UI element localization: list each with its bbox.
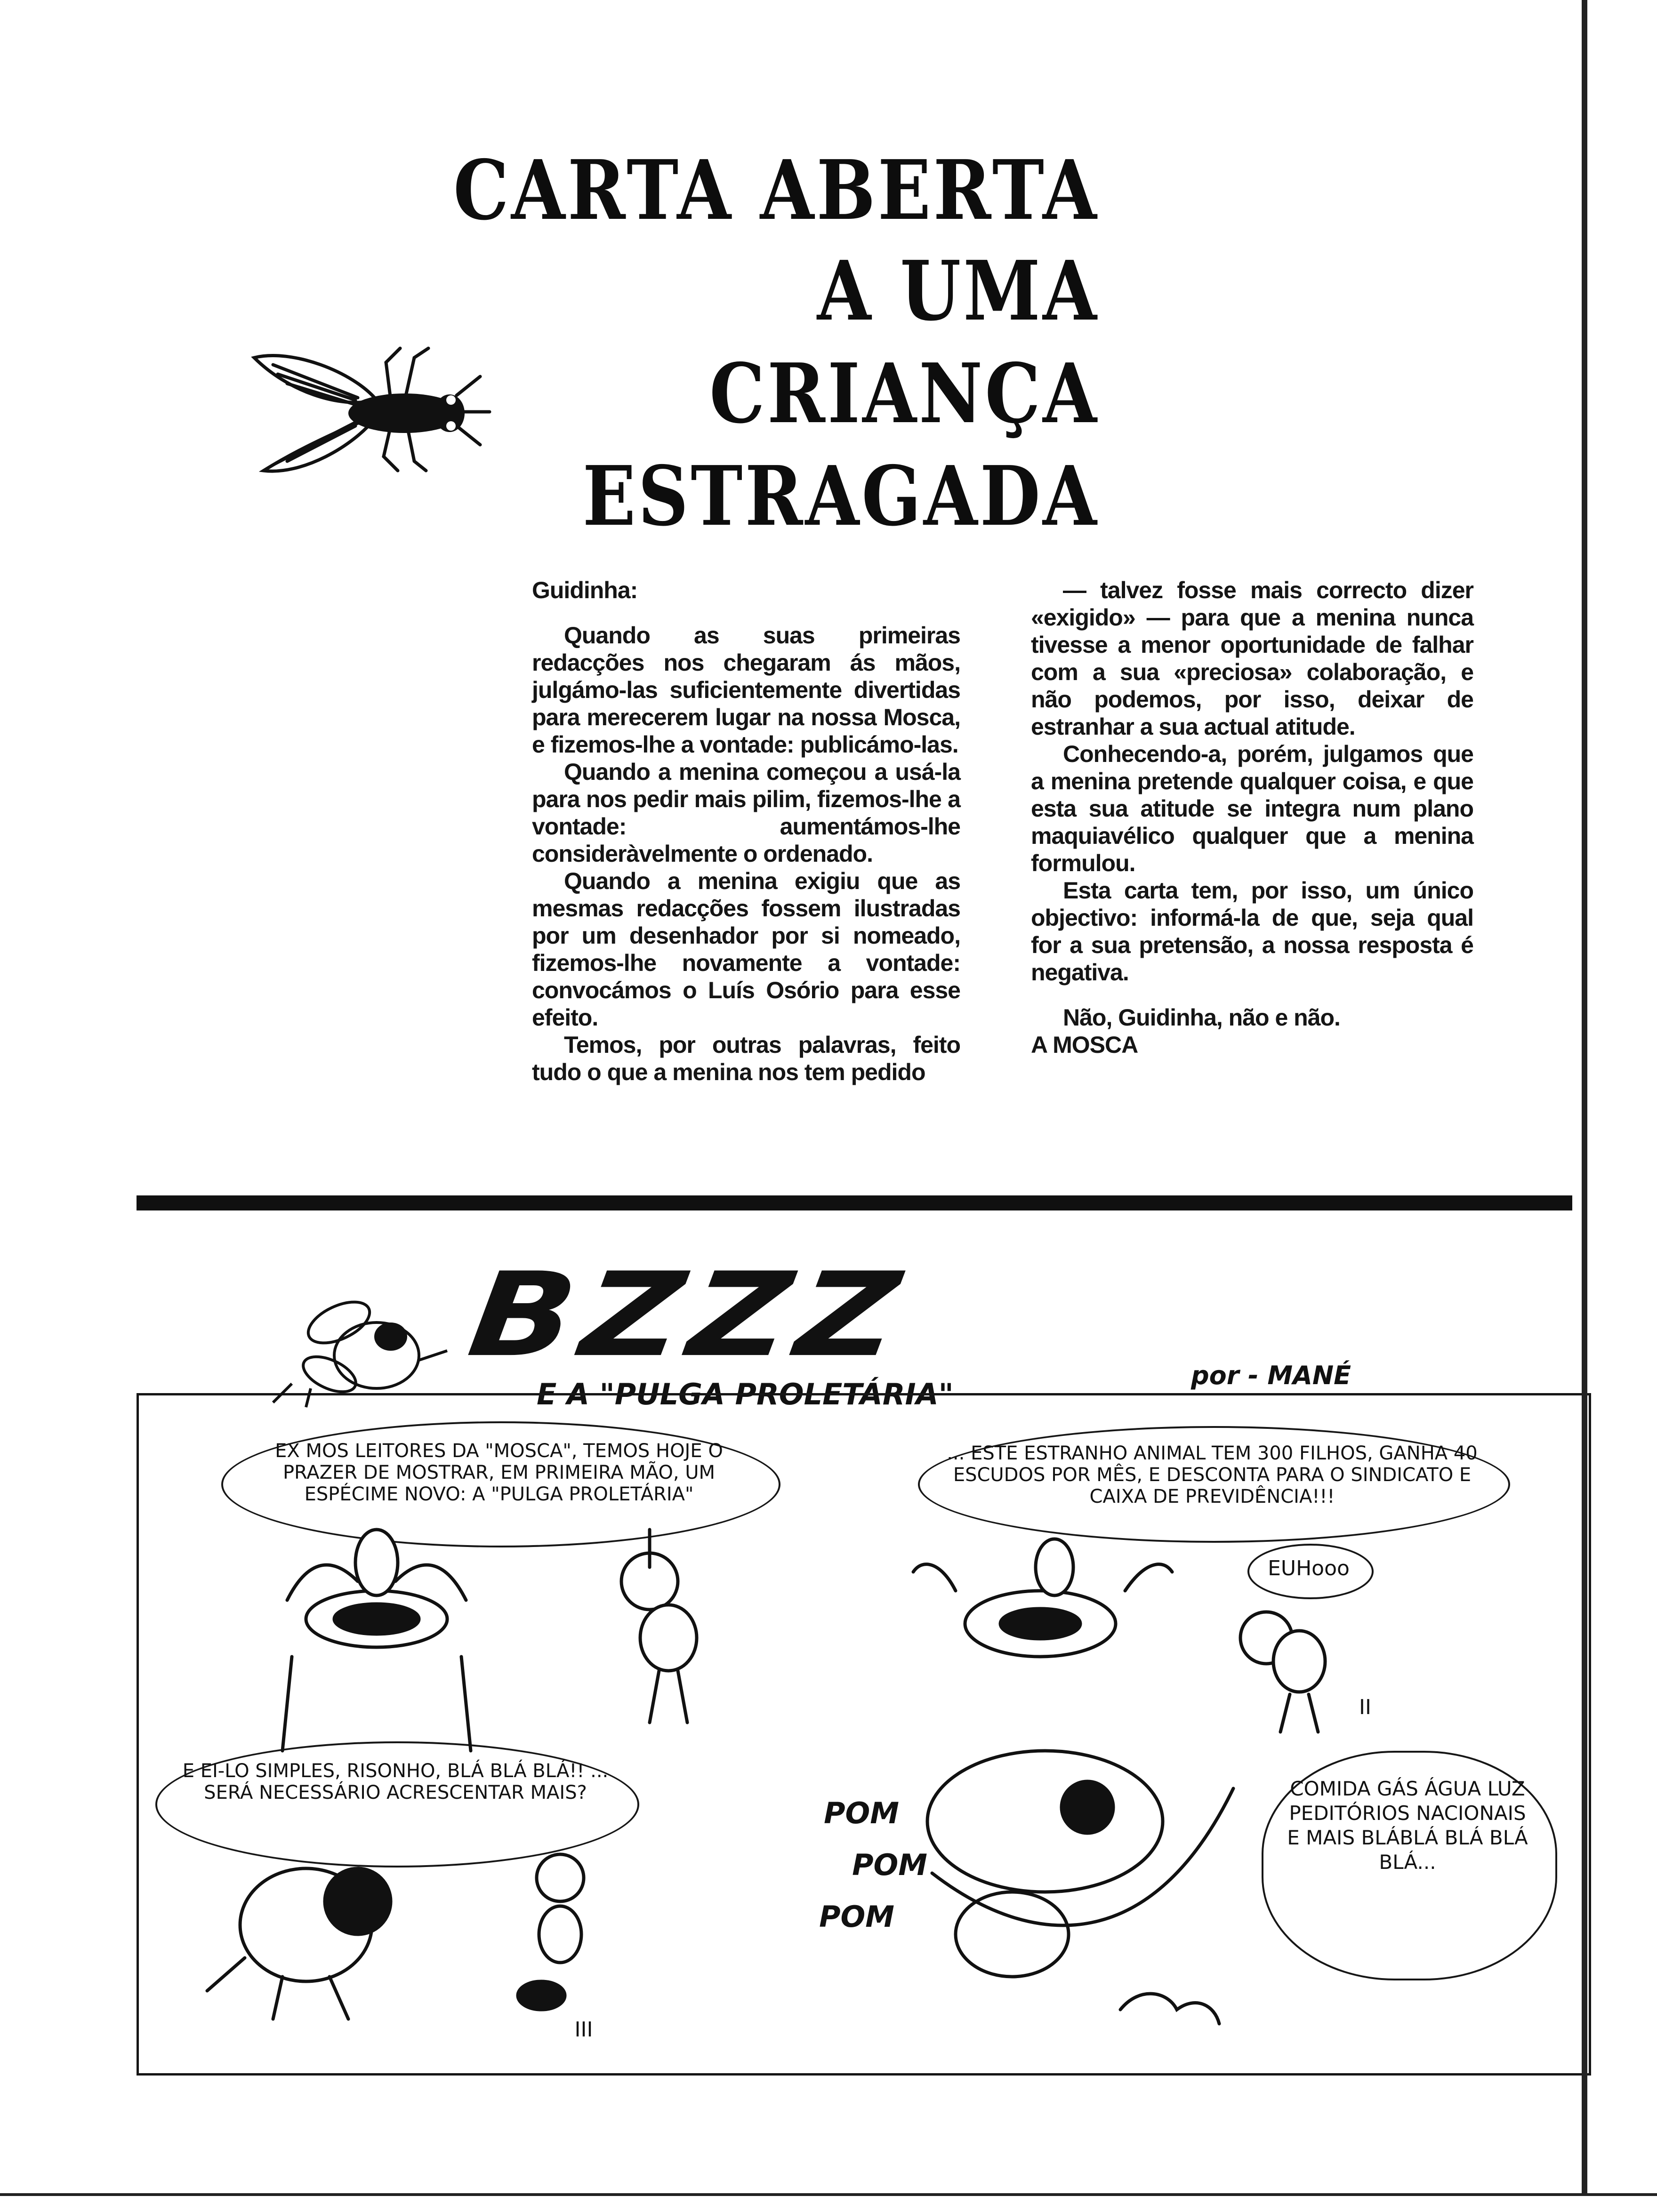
bubble-4-text: E EI-LO SIMPLES, RISONHO, BLÁ BLÁ BLÁ!! ... SERÁ NECESSÁRIO ACRESCENTAR MAIS? [182, 1760, 609, 1803]
comic-subtitle: E A "PULGA PROLETÁRIA" [537, 1377, 954, 1411]
sfx-3: POM [819, 1899, 894, 1934]
panel-number-3: III [574, 2018, 593, 2042]
bubble-3-text: EUHooo [1268, 1556, 1350, 1580]
paragraph-7: Esta carta tem, por isso, um único objectivo: informá-la de que, seja qual for a sua pretensão, a nossa resposta é negativa. [1031, 877, 1473, 986]
comic-byline: por - MANÉ [1190, 1361, 1351, 1390]
closing-line: Não, Guidinha, não e não. [1063, 1004, 1340, 1031]
bubble-1-text: EX MOS LEITORES DA "MOSCA", TEMOS HOJE O PRAZER DE MOSTRAR, EM PRIMEIRA MÃO, UM ESPÉCIME NOVO: A "PULGA PROLETÁRIA" [275, 1440, 723, 1505]
title-line-2: A UMA [817, 243, 1099, 339]
paragraph-4: Temos, por outras palavras, feito tudo o que a menina nos tem pedido [532, 1032, 960, 1085]
paragraph-3: Quando a menina exigiu que as mesmas redacções fossem ilustradas por um desenhador por si nomeado, fizemos-lhe novamente a vontade: convocámos o Luís Osório para esse efeito. [532, 868, 960, 1031]
sfx-1: POM [824, 1796, 899, 1830]
title-line-3: CRIANÇA [709, 346, 1099, 442]
paragraph-2: Quando a menina começou a usá-la para nos pedir mais pilim, fizemos-lhe a vontade: aumentámos-lhe consideràvelmente o ordenado. [532, 759, 960, 867]
title-line-1: CARTA ABERTA [453, 143, 1099, 239]
bubble-5-text: COMIDA GÁS ÁGUA LUZ PEDITÓRIOS NACIONAIS E MAIS BLÁBLÁ BLÁ BLÁ BLÁ... [1287, 1777, 1528, 1874]
bubble-2-text: ... ESTE ESTRANHO ANIMAL TEM 300 FILHOS, GANHA 40 ESCUDOS POR MÊS, E DESCONTA PARA O SINDICATO E CAIXA DE PREVIDÊNCIA!!! [947, 1443, 1478, 1507]
paragraph-6: Conhecendo-a, porém, julgamos que a menina pretende qualquer coisa, e que esta sua atitude se integra num plano maquiavélico qualquer que a menina formulou. [1031, 741, 1473, 876]
signature: A MOSCA [1031, 1032, 1138, 1058]
comic-title: BZZZ [461, 1248, 916, 1383]
paragraph-5: — talvez fosse mais correcto dizer «exigido» — para que a menina nunca tivesse a menor oportunidade de falhar com a sua «preciosa» colaboração, e não podemos, por isso, deixar de estranhar a sua actual atitude. [1031, 577, 1473, 740]
panel-number-2: II [1359, 1695, 1371, 1719]
sfx-2: POM [852, 1848, 927, 1882]
title-line-4: ESTRAGADA [582, 449, 1099, 545]
salutation: Guidinha: [532, 577, 638, 603]
paragraph-1: Quando as suas primeiras redacções nos chegaram ás mãos, julgámo-las suficientemente divertidas para merecerem lugar na nossa Mosca, e fizemos-lhe a vontade: publicámo-las. [532, 622, 960, 758]
